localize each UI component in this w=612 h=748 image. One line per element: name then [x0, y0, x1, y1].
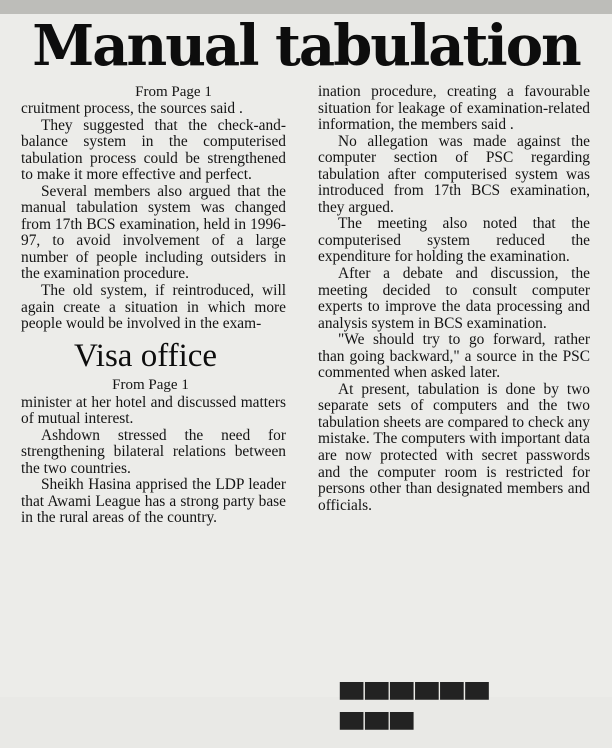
left-column [21, 84, 286, 527]
cut-off-headline: ▀▀▀▀▀▀ ▀▀▀ [340, 683, 491, 748]
right-column [318, 84, 590, 514]
paragraph: "We should try to go forward, rather than going backward," a source in the PSC commented when asked later. [318, 331, 590, 382]
jump-line: From Page 1 [112, 376, 189, 393]
main-headline: Manual tabulation [32, 13, 580, 79]
paragraph: minister at her hotel and discussed matters of mutual interest. [21, 393, 286, 428]
paragraph: Sheikh Hasina apprised the LDP leader that Awami League has a strong party base in the rural areas of the country. [21, 476, 286, 527]
paragraph: The old system, if reintroduced, will again create a situation in which more people would be involved in the exam- [21, 282, 286, 333]
paragraph: The meeting also noted that the computerised system reduced the expenditure for holding the examination. [318, 215, 590, 266]
jump-line: From Page 1 [135, 84, 212, 100]
paragraph: cruitment process, the sources said . [21, 100, 243, 117]
paragraph: Ashdown stressed the need for strengthening bilateral relations between the two countries. [21, 426, 286, 477]
paragraph: After a debate and discussion, the meeting decided to consult computer experts to improve the data processing and analysis system in BCS examination. [318, 265, 590, 332]
paragraph: ination procedure, creating a favourable situation for leakage of examination-related information, the members said . [318, 83, 590, 134]
paragraph: They suggested that the check-and-balance system in the computerised tabulation process could be strengthened to make it more effective and perfect. [21, 116, 286, 184]
paragraph: No allegation was made against the computer section of PSC regarding tabulation after computerised system was introduced from 17th BCS examination, they argued. [318, 132, 590, 216]
paragraph: At present, tabulation is done by two separate sets of computers and the two tabulation sheets are compared to check any mistake. The computers with important data are now protected with secret passwords and the computer room is restricted for persons other than designated members and officials. [318, 380, 590, 514]
sub-headline: Visa office [73, 337, 218, 374]
paragraph: Several members also argued that the manual tabulation system was changed from 17th BCS examination, held in 1996-97, to avoid involvement of a large number of people including outsiders in the examination procedure. [21, 182, 286, 283]
